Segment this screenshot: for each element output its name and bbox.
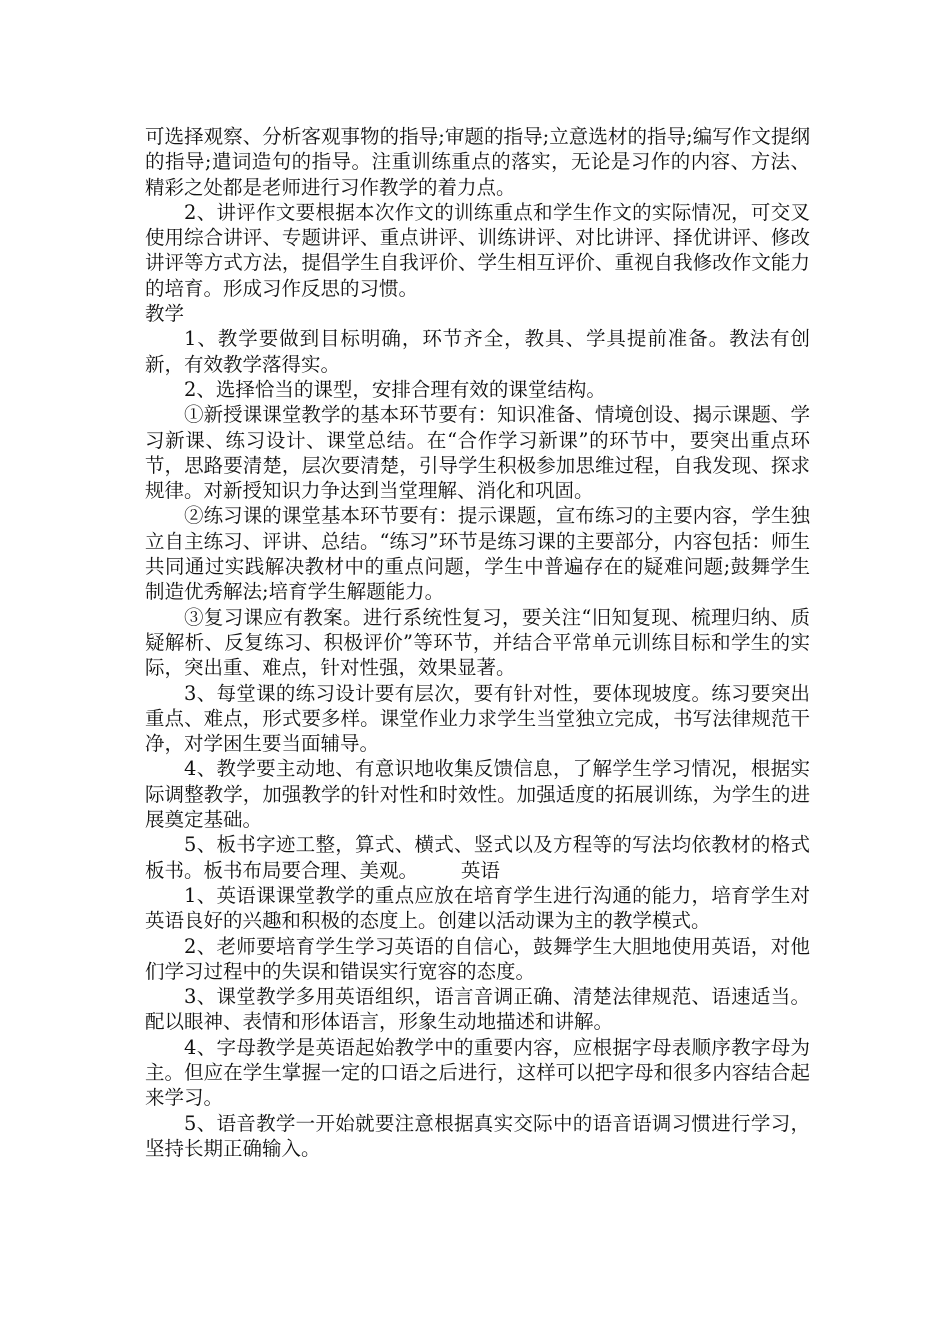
paragraph-writing-review: 2、讲评作文要根据本次作文的训练重点和学生作文的实际情况，可交叉使用综合讲评、专题讲评、重点讲评、训练讲评、对比讲评、择优讲评、修改讲评等方式方法，提倡学生自我评价、学生相互评价、重视自我修改作文能力的培育。形成习作反思的习惯。 <box>145 200 810 300</box>
section-heading-english: 英语 <box>460 858 500 882</box>
paragraph-math-1: 1、教学要做到目标明确，环节齐全，教具、学具提前准备。教法有创新，有效教学落得实。 <box>145 327 810 376</box>
paragraph-math-5-text: 5、板书字迹工整，算式、横式、竖式以及方程等的写法均依教材的格式板书。板书布局要合理、美观。 <box>145 833 810 882</box>
paragraph-math-review-lesson: ③复习课应有教案。进行系统性复习，要关注“旧知复现、梳理归纳、质疑解析、反复练习、积极评价”等环节，并结合平常单元训练目标和学生的实际，突出重、难点，针对性强，效果显著。 <box>145 605 810 680</box>
document-page <box>145 124 810 1161</box>
paragraph-math-2: 2、选择恰当的课型，安排合理有效的课堂结构。 <box>184 377 606 401</box>
paragraph-math-new-lesson: ①新授课课堂教学的基本环节要有：知识准备、情境创设、揭示课题、学习新课、练习设计、课堂总结。在“合作学习新课”的环节中，要突出重点环节，思路要清楚，层次要清楚，引导学生积极参加思维过程，自我发现、探求规律。对新授知识力争达到当堂理解、消化和巩固。 <box>145 403 810 503</box>
paragraph-english-1: 1、英语课课堂教学的重点应放在培育学生进行沟通的能力，培育学生对英语良好的兴趣和积极的态度上。创建以活动课为主的教学模式。 <box>145 883 810 933</box>
paragraph-writing-guidance: 可选择观察、分析客观事物的指导;审题的指导;立意选材的指导;编写作文提纲的指导;遣词造句的指导。注重训练重点的落实，无论是习作的内容、方法、精彩之处都是老师进行习作教学的着力点。 <box>145 125 810 199</box>
paragraph-math-practice-lesson: ②练习课的课堂基本环节要有：提示课题，宣布练习的主要内容，学生独立自主练习、评讲、总结。“练习”环节是练习课的主要部分，内容包括：师生共同通过实践解决教材中的重点问题，学生中普遍存在的疑难问题;鼓舞学生制造优秀解法;培育学生解题能力。 <box>145 504 810 604</box>
paragraph-math-5 <box>145 832 810 883</box>
paragraph-english-4: 4、字母教学是英语起始教学中的重要内容，应根据字母表顺序教字母为主。但应在学生掌握一定的口语之后进行，这样可以把字母和很多内容结合起来学习。 <box>145 1035 810 1110</box>
paragraph-math-4: 4、教学要主动地、有意识地收集反馈信息，了解学生学习情况，根据实际调整教学，加强教学的针对性和时效性。加强适度的拓展训练，为学生的进展奠定基础。 <box>145 757 810 832</box>
paragraph-english-5: 5、语音教学一开始就要注意根据真实交际中的语音语调习惯进行学习，坚持长期正确输入。 <box>145 1111 810 1160</box>
section-heading-math: 教学 <box>145 302 185 326</box>
paragraph-math-3: 3、每堂课的练习设计要有层次，要有针对性，要体现坡度。练习要突出重点、难点，形式要多样。课堂作业力求学生当堂独立完成，书写法律规范干净，对学困生要当面辅导。 <box>145 681 810 756</box>
paragraph-english-2: 2、老师要培育学生学习英语的自信心，鼓舞学生大胆地使用英语，对他们学习过程中的失误和错误实行宽容的态度。 <box>145 934 810 983</box>
paragraph-english-3: 3、课堂教学多用英语组织，语言音调正确、清楚法律规范、语速适当。配以眼神、表情和形体语言，形象生动地描述和讲解。 <box>145 985 810 1034</box>
